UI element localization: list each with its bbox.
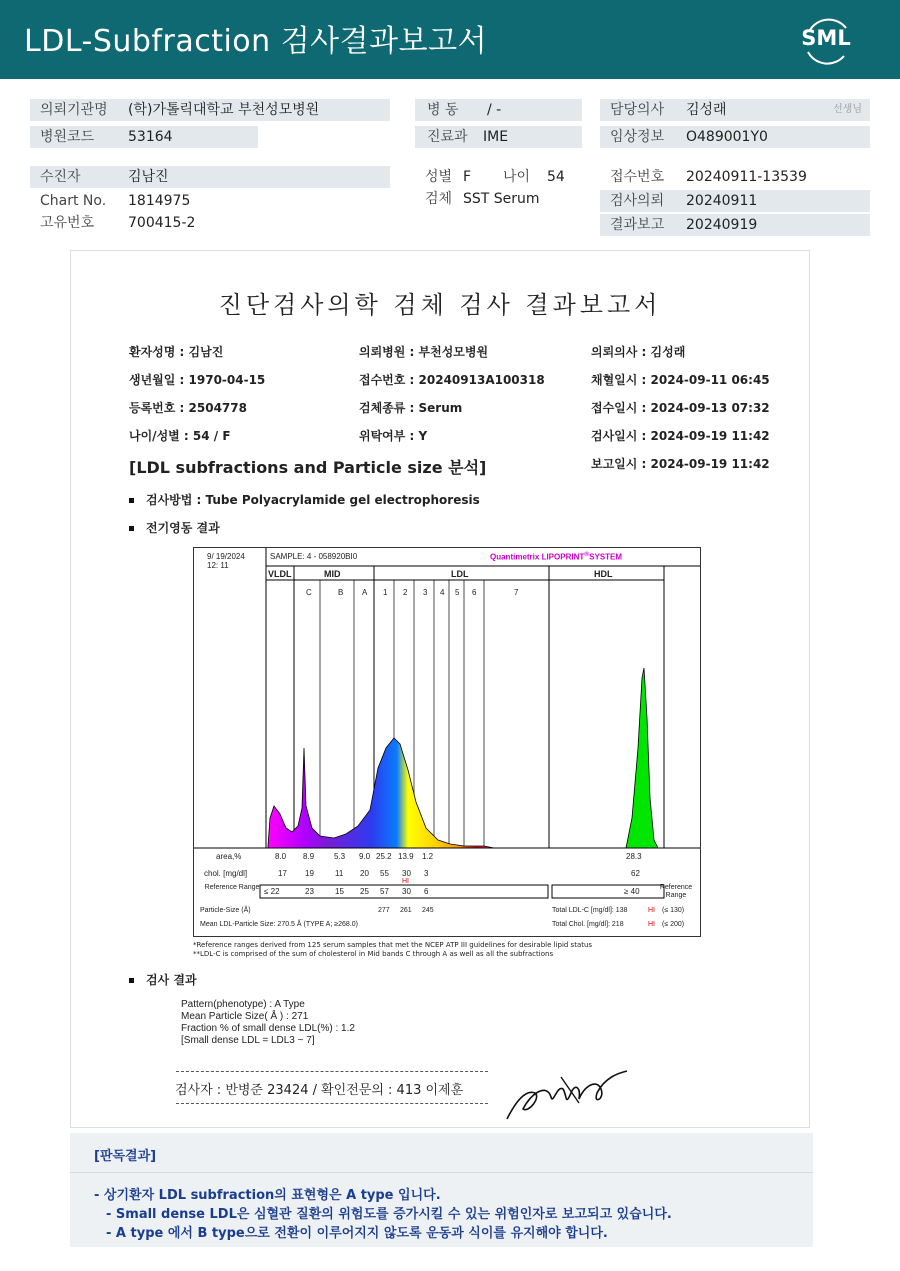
chol-value: 11 — [335, 869, 344, 878]
ref-value: 15 — [335, 887, 344, 896]
mean-size-line: Mean Particle Size( Å ) : 271 — [181, 1011, 309, 1022]
dashed-divider — [176, 1071, 488, 1072]
total-ldl: Total LDL-C [mg/dl]: 138 — [552, 907, 628, 914]
band-label: 3 — [423, 588, 428, 597]
result-details — [181, 999, 355, 1047]
group-vldl: VLDL — [268, 569, 292, 579]
particle-value: 277 — [378, 907, 390, 914]
reception-label: 접수번호 — [610, 169, 665, 185]
report-date-row — [600, 214, 870, 236]
clinical-value: O489001Y0 — [686, 129, 768, 145]
hospital-code-label: 병원코드 — [40, 129, 95, 145]
patient-label: 수진자 — [40, 169, 81, 185]
page-title: LDL-Subfraction 검사결과보고서 — [24, 24, 488, 59]
group-mid: MID — [324, 569, 341, 579]
bullet-icon — [129, 526, 134, 531]
institution-row — [30, 99, 390, 121]
judgement-line-3: - A type 에서 B type으로 전환이 이루어지지 않도록 운동과 식이를 유지해야 합니다. — [106, 1226, 608, 1241]
sex-value: F — [463, 169, 472, 185]
report-date-value: 20240919 — [686, 217, 758, 233]
chart-row — [30, 190, 390, 212]
section-title: [LDL subfractions and Particle size 분석] — [129, 458, 487, 477]
total-chol-hi: HI — [648, 921, 655, 928]
brand-sup: ® — [584, 551, 590, 558]
judgement-header — [70, 1133, 813, 1173]
specimen-type: 검체종류 : Serum — [359, 401, 463, 415]
report-time: 보고일시 : 2024-09-19 11:42 — [591, 457, 770, 471]
ref-value: 25 — [360, 887, 369, 896]
chol-value: 55 — [380, 869, 389, 878]
small-dense-line: [Small dense LDL = LDL3 ~ 7] — [181, 1035, 315, 1046]
requesting-doctor: 의뢰의사 : 김성래 — [591, 345, 686, 359]
dashed-divider — [176, 1103, 488, 1104]
result-head-line — [129, 971, 197, 988]
judgement-line-2: - Small dense LDL은 심혈관 질환의 위험도를 증가시킬 수 있는 위험인자로 보고되고 있습니다. — [106, 1207, 672, 1222]
total-chol-ref: (≤ 200) — [662, 921, 685, 928]
reception-value: 20240911-13539 — [686, 169, 807, 185]
chart-label: Chart No. — [40, 193, 107, 209]
clinical-row — [600, 126, 870, 148]
area-value: 13.9 — [398, 852, 414, 861]
doctor-label: 담당의사 — [610, 102, 665, 118]
area-value: 25.2 — [376, 852, 392, 861]
ward-label: 병 동 — [427, 102, 459, 118]
particle-value: 261 — [400, 907, 412, 914]
chol-value: 62 — [631, 869, 640, 878]
band-label: 4 — [440, 588, 445, 597]
area-value: 28.3 — [626, 852, 642, 861]
dept-label: 진료과 — [427, 129, 468, 145]
specimen-row — [415, 188, 585, 210]
sml-logo — [800, 12, 856, 68]
doctor-row — [600, 99, 870, 121]
sex-label: 성별 — [425, 169, 453, 185]
ref-value: 30 — [402, 887, 411, 896]
dept-value: IME — [483, 129, 509, 145]
age-label: 나이 — [503, 169, 531, 185]
lipoprint-svg — [194, 548, 700, 936]
specimen-label: 검체 — [425, 191, 453, 207]
mean-ldl-size: Mean LDL-Particle Size: 270.5 Å (TYPE A; ≥268.0) — [200, 921, 358, 928]
band-label: 5 — [455, 588, 460, 597]
report-header — [0, 0, 900, 79]
requesting-hospital: 의뢰병원 : 부천성모병원 — [359, 345, 489, 359]
age-sex: 나이/성별 : 54 / F — [129, 429, 231, 443]
lipoprint-chart — [193, 547, 701, 937]
group-ldl: LDL — [451, 569, 469, 579]
group-hdl: HDL — [594, 569, 613, 579]
ref-value: 57 — [380, 887, 389, 896]
method-line — [129, 491, 480, 508]
chol-value: 19 — [305, 869, 314, 878]
band-label: 6 — [472, 588, 477, 597]
specimen-value: SST Serum — [463, 191, 540, 207]
judgement-panel — [70, 1133, 813, 1247]
brand-text: Quantimetrix LIPOPRINT — [490, 552, 585, 562]
area-value: 8.0 — [275, 852, 287, 861]
patient-row — [30, 166, 390, 188]
brand-label — [490, 551, 622, 562]
brand-tail: SYSTEM — [589, 552, 623, 562]
clinical-label: 임상정보 — [610, 129, 665, 145]
ref-value: 6 — [424, 887, 429, 896]
registration-number: 등록번호 : 2504778 — [129, 401, 247, 415]
total-ldl-hi: HI — [648, 907, 655, 914]
report-date-label: 결과보고 — [610, 217, 665, 233]
patient-name: 환자성명 : 김남진 — [129, 345, 224, 359]
hi-flag: HI — [402, 878, 409, 885]
pattern-line: Pattern(phenotype) : A Type — [181, 999, 305, 1010]
uid-row — [30, 212, 390, 234]
request-value: 20240911 — [686, 193, 758, 209]
footnote-1: *Reference ranges derived from 125 serum samples that met the NCEP ATP III guidelines for desirable lipid status — [193, 941, 593, 949]
electro-text: 전기영동 결과 — [146, 521, 220, 535]
ref-label: Reference Range — [204, 884, 260, 891]
method-text: 검사방법 : Tube Polyacrylamide gel electrophoresis — [146, 493, 480, 507]
ward-value: / - — [487, 102, 502, 118]
consignment: 위탁여부 : Y — [359, 429, 428, 443]
chol-value: 3 — [424, 869, 429, 878]
ref-value: ≤ 22 — [264, 887, 280, 896]
band-label: A — [362, 588, 368, 597]
ref-value: 23 — [305, 887, 314, 896]
area-value: 5.3 — [334, 852, 346, 861]
band-label: C — [306, 588, 312, 597]
doctor-value: 김성래 — [686, 102, 727, 118]
ref-label-right: Reference Range — [659, 884, 693, 899]
uid-label: 고유번호 — [40, 215, 95, 231]
bullet-icon — [129, 978, 134, 983]
chol-value: 30 — [402, 869, 411, 878]
signature-image — [501, 1063, 631, 1123]
area-value: 1.2 — [422, 852, 434, 861]
particle-value: 245 — [422, 907, 434, 914]
chart-date-text: 9/ 19/2024 — [207, 552, 245, 561]
area-value: 8.9 — [303, 852, 315, 861]
uid-value: 700415-2 — [128, 215, 196, 231]
hospital-code-value: 53164 — [128, 129, 173, 145]
electro-line — [129, 519, 220, 536]
reception-number: 접수번호 : 20240913A100318 — [359, 373, 545, 387]
fraction-line: Fraction % of small dense LDL(%) : 1.2 — [181, 1023, 355, 1034]
hospital-code-row — [30, 126, 258, 148]
collection-time: 채혈일시 : 2024-09-11 06:45 — [591, 373, 770, 387]
request-label: 검사의뢰 — [610, 193, 665, 209]
sex-age-row — [415, 166, 585, 188]
scanned-report — [70, 250, 810, 1128]
chol-label: chol. [mg/dl] — [204, 869, 248, 878]
ref-value: ≥ 40 — [624, 887, 640, 896]
request-row — [600, 190, 870, 212]
band-label: 1 — [383, 588, 388, 597]
area-value: 9.0 — [359, 852, 371, 861]
chart-date — [207, 552, 245, 570]
test-time: 검사일시 : 2024-09-19 11:42 — [591, 429, 770, 443]
chart-value: 1814975 — [128, 193, 191, 209]
doctor-suffix: 선생님 — [833, 104, 862, 115]
result-head-text: 검사 결과 — [146, 973, 197, 987]
area-label: area,% — [216, 852, 242, 861]
receive-time: 접수일시 : 2024-09-13 07:32 — [591, 401, 770, 415]
institution-value: (학)가톨릭대학교 부천성모병원 — [128, 102, 320, 118]
chart-time-text: 12: 11 — [207, 561, 229, 570]
judgement-title: [판독결과] — [94, 1149, 157, 1164]
band-label: 2 — [403, 588, 408, 597]
tester-line: 검사자 : 반병준 23424 / 확인전문의 : 413 이제훈 — [175, 1083, 464, 1098]
total-ldl-ref: (≤ 130) — [662, 907, 685, 914]
band-label: 7 — [514, 588, 519, 597]
chol-value: 17 — [278, 869, 287, 878]
ldl-profile-curve — [268, 738, 494, 848]
birth-date: 생년월일 : 1970-04-15 — [129, 373, 266, 387]
band-label: B — [338, 588, 344, 597]
dept-row — [415, 126, 582, 148]
reception-row — [600, 166, 870, 188]
total-chol: Total Chol. [mg/dl]: 218 — [552, 921, 624, 928]
sample-id: SAMPLE: 4 - 058920BI0 — [270, 552, 358, 561]
age-value: 54 — [547, 169, 565, 185]
ward-row — [415, 99, 582, 121]
institution-label: 의뢰기관명 — [40, 102, 108, 118]
bullet-icon — [129, 498, 134, 503]
report-title: 진단검사의학 검체 검사 결과보고서 — [218, 291, 662, 319]
logo-text: SML — [801, 26, 851, 50]
chol-value: 20 — [360, 869, 369, 878]
footnote-2: **LDL-C is comprised of the sum of cholesterol in Mid bands C through A as well as all the subfractions — [193, 950, 554, 958]
hdl-peak-curve — [626, 668, 658, 848]
particle-label: Particle-Size (Å) — [200, 907, 251, 914]
patient-value: 김남진 — [128, 169, 169, 185]
judgement-line-1: - 상기환자 LDL subfraction의 표현형은 A type 입니다. — [94, 1188, 441, 1203]
